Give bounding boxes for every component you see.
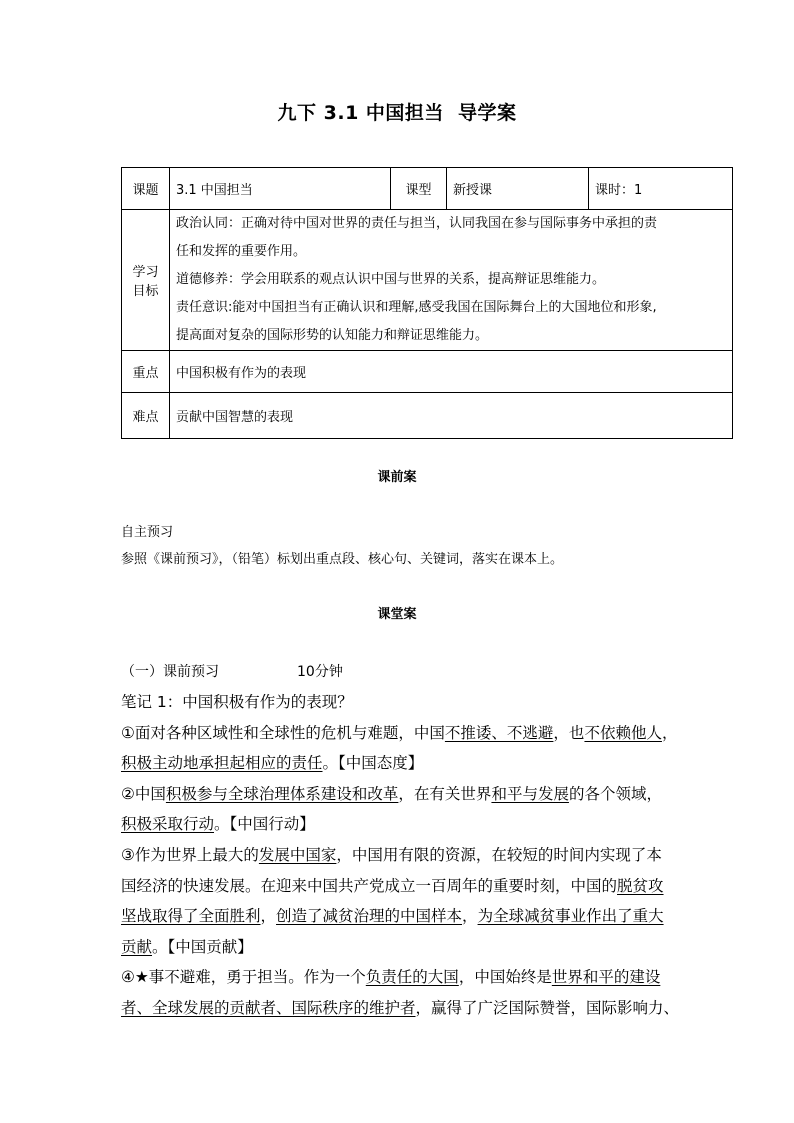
topic-label: 课题: [122, 168, 170, 210]
underlined-keyword: 积极参与全球治理体系建设和改革: [165, 784, 399, 803]
document-title: [0, 98, 794, 125]
objective-line: 政治认同：正确对待中国对世界的责任与担当，认同我国在参与国际事务中承担的责: [176, 216, 658, 231]
text-run: ，赢得了广泛国际赞誉，国际影响力、: [415, 998, 680, 1017]
table-row-objectives: [122, 210, 733, 351]
note-line: [121, 809, 691, 840]
note-line: [121, 779, 691, 810]
part1-header: [121, 661, 343, 681]
underlined-keyword: 者、全球发展的贡献者、国际秩序的维护者: [121, 998, 416, 1017]
underlined-keyword: 积极主动地承担起相应的责任: [121, 754, 323, 773]
text-run: ，中国用有限的资源，在较短的时间内实现了本: [336, 845, 662, 864]
table-row-difficulty: [122, 393, 733, 439]
key-point-value: 中国积极有作为的表现: [170, 351, 733, 393]
in-class-heading: 课堂案: [377, 607, 417, 622]
text-run: 的各个领域，: [568, 784, 662, 803]
text-run: ②中国: [121, 784, 166, 803]
text-run: 。【中国行动】: [214, 815, 315, 834]
text-run: ，也: [553, 723, 585, 742]
text-run: ③作为世界上最大的: [121, 845, 259, 864]
self-study-heading: 自主预习: [121, 525, 174, 540]
title-sub: 导学案: [457, 102, 517, 124]
note-line: [121, 993, 691, 1024]
underlined-keyword: 和平与发展: [491, 784, 569, 803]
underlined-keyword: 脱贫攻: [617, 876, 664, 895]
note-line: [121, 932, 691, 963]
underlined-keyword: 坚战取得了全面胜利: [121, 907, 261, 926]
difficulty-value: 贡献中国智慧的表现: [170, 393, 733, 439]
underlined-keyword: 不推诿、不逃避: [444, 723, 554, 742]
objective-line: 道德修养：学会用联系的观点认识中国与世界的关系，提高辩证思维能力。: [176, 272, 606, 287]
note-line: [121, 748, 691, 779]
part1-time: 10分钟: [297, 664, 343, 680]
text-run: ，中国始终是: [458, 968, 552, 987]
underlined-keyword: 不依赖他人: [584, 723, 662, 742]
note-line: [121, 871, 691, 902]
underlined-keyword: 为全球减贫事业作出了重大: [477, 907, 664, 926]
underlined-keyword: 创造了减贫治理的中国样本: [276, 907, 463, 926]
notes-body: [121, 687, 691, 1024]
pre-class-heading: 课前案: [377, 470, 417, 485]
preview-instruction: 参照《课前预习》，（铅笔）标划出重点段、核心句、关键词，落实在课本上。: [121, 552, 564, 567]
objectives-content: [170, 210, 733, 351]
text-run: 。【中国贡献】: [152, 937, 253, 956]
text-run: ，: [462, 907, 478, 926]
text-run: 国经济的快速发展。在迎来中国共产党成立一百周年的重要时刻，中国的: [121, 876, 618, 895]
note-line: [121, 840, 691, 871]
topic-value: 3.1 中国担当: [170, 168, 391, 210]
note-line: [121, 901, 691, 932]
table-row-topic: [122, 168, 733, 210]
note-line: [121, 962, 691, 993]
lesson-info-table: [121, 167, 733, 439]
underlined-keyword: 积极采取行动: [121, 815, 215, 834]
objectives-label: [122, 210, 170, 351]
text-run: ，在有关世界: [398, 784, 492, 803]
text-run: ①面对各种区域性和全球性的危机与难题，中国: [121, 723, 445, 742]
objective-line: 提高面对复杂的国际形势的认知能力和辩证思维能力。: [176, 328, 489, 343]
text-run: ，: [260, 907, 277, 926]
lesson-type-value: 新授课: [447, 168, 589, 210]
text-run: 。【中国态度】: [322, 754, 424, 773]
note-question: 笔记 1：中国积极有作为的表现？: [121, 693, 353, 711]
underlined-keyword: 世界和平的建设: [551, 968, 661, 987]
key-point-label: 重点: [122, 351, 170, 393]
note-line: [121, 718, 691, 749]
underlined-keyword: 负责任的大国: [365, 968, 459, 987]
table-row-key-point: [122, 351, 733, 393]
objectives-label-line1: 学习: [132, 265, 159, 280]
objectives-label-line2: 目标: [132, 284, 159, 299]
underlined-keyword: 贡献: [121, 937, 153, 956]
difficulty-label: 难点: [122, 393, 170, 439]
lesson-type-label: 课型: [391, 168, 447, 210]
title-main: 九下 3.1 中国担当: [277, 102, 444, 124]
objective-line: 任和发挥的重要作用。: [176, 244, 307, 259]
objective-line: 责任意识:能对中国担当有正确认识和理解,感受我国在国际舞台上的大国地位和形象,: [176, 300, 657, 315]
underlined-keyword: 发展中国家: [258, 845, 337, 864]
class-hours: 课时：1: [589, 168, 733, 210]
text-run: ，: [661, 723, 678, 742]
text-run: ④★事不避难，勇于担当。作为一个: [121, 968, 366, 987]
part1-label: （一）课前预习: [121, 664, 219, 680]
